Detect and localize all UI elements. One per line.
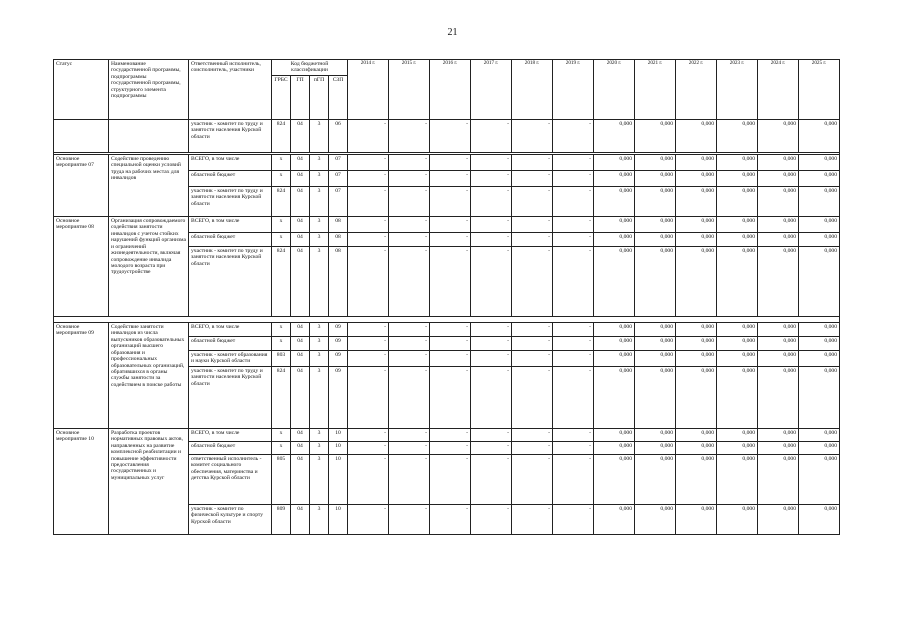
year-value-cell: 0,000	[594, 233, 635, 247]
year-value-cell: -	[389, 171, 430, 187]
year-value-cell: -	[389, 247, 430, 317]
year-value-cell: -	[430, 337, 471, 351]
year-value-cell: 0,000	[758, 441, 799, 454]
year-value-cell: -	[512, 217, 553, 233]
szp-cell: 07	[329, 155, 348, 171]
year-value-cell: 0,000	[717, 217, 758, 233]
szp-cell: 10	[329, 504, 348, 534]
year-value-cell: 0,000	[717, 441, 758, 454]
year-value-cell: -	[430, 366, 471, 428]
year-value-cell: 0,000	[758, 217, 799, 233]
grbs-cell: 824	[272, 187, 291, 217]
year-value-cell: 0,000	[758, 120, 799, 153]
year-value-cell: 0,000	[799, 155, 840, 171]
year-value-cell: 0,000	[717, 504, 758, 534]
header-code: СЗП	[329, 76, 348, 120]
name-cell	[109, 120, 189, 153]
pgp-cell: 3	[310, 155, 329, 171]
status-cell	[54, 120, 109, 153]
year-value-cell: -	[348, 155, 389, 171]
year-value-cell: -	[471, 120, 512, 153]
year-value-cell: -	[471, 171, 512, 187]
year-value-cell: -	[389, 120, 430, 153]
year-value-cell: -	[553, 366, 594, 428]
year-value-cell: -	[348, 323, 389, 337]
status-cell: Основное мероприятие 08	[54, 217, 109, 317]
grbs-cell: 809	[272, 504, 291, 534]
header-code: пГП	[310, 76, 329, 120]
gp-cell: 04	[291, 323, 310, 337]
year-value-cell: -	[389, 323, 430, 337]
year-value-cell: 0,000	[635, 454, 676, 504]
year-value-cell: -	[430, 155, 471, 171]
year-value-cell: 0,000	[676, 217, 717, 233]
year-value-cell: -	[553, 233, 594, 247]
grbs-cell: 805	[272, 454, 291, 504]
header-executor: Ответственный исполнитель, соисполнитель, участники	[189, 60, 272, 120]
year-value-cell: 0,000	[635, 337, 676, 351]
year-value-cell: 0,000	[799, 454, 840, 504]
executor-cell: ВСЕГО, в том числе	[189, 155, 272, 171]
grbs-cell: х	[272, 337, 291, 351]
executor-cell: участник - комитет по физической культуре и спорту Курской области	[189, 504, 272, 534]
year-value-cell: -	[430, 187, 471, 217]
year-value-cell: -	[389, 351, 430, 367]
executor-cell: ответственный исполнитель - комитет социального обеспечения, материнства и детства Курской области	[189, 454, 272, 504]
szp-cell: 07	[329, 187, 348, 217]
table-row	[54, 323, 840, 337]
status-cell: Основное мероприятие 09	[54, 323, 109, 429]
year-value-cell: -	[553, 428, 594, 441]
year-value-cell: -	[430, 323, 471, 337]
status-cell: Основное мероприятие 07	[54, 155, 109, 217]
executor-cell: ВСЕГО, в том числе	[189, 428, 272, 441]
year-value-cell: 0,000	[717, 454, 758, 504]
year-value-cell: -	[348, 247, 389, 317]
szp-cell: 08	[329, 217, 348, 233]
executor-cell: ВСЕГО, в том числе	[189, 323, 272, 337]
year-value-cell: 0,000	[717, 366, 758, 428]
budget-table	[53, 59, 840, 535]
year-value-cell: 0,000	[799, 428, 840, 441]
year-value-cell: 0,000	[635, 120, 676, 153]
year-value-cell: 0,000	[758, 504, 799, 534]
year-value-cell: -	[348, 337, 389, 351]
year-value-cell: -	[389, 428, 430, 441]
year-value-cell: 0,000	[758, 337, 799, 351]
year-value-cell: 0,000	[594, 155, 635, 171]
gp-cell: 04	[291, 428, 310, 441]
year-value-cell: -	[471, 247, 512, 317]
year-value-cell: 0,000	[758, 187, 799, 217]
year-value-cell: 0,000	[799, 504, 840, 534]
year-value-cell: -	[389, 366, 430, 428]
year-value-cell: -	[389, 187, 430, 217]
pgp-cell: 3	[310, 233, 329, 247]
year-value-cell: 0,000	[635, 428, 676, 441]
year-value-cell: 0,000	[635, 247, 676, 317]
year-value-cell: -	[553, 441, 594, 454]
year-value-cell: 0,000	[594, 454, 635, 504]
year-value-cell: -	[471, 441, 512, 454]
grbs-cell: х	[272, 171, 291, 187]
year-value-cell: 0,000	[758, 454, 799, 504]
page-number: 21	[447, 27, 458, 38]
year-value-cell: 0,000	[717, 247, 758, 317]
grbs-cell: 824	[272, 120, 291, 153]
year-value-cell: 0,000	[594, 323, 635, 337]
year-value-cell: -	[512, 454, 553, 504]
gp-cell: 04	[291, 155, 310, 171]
year-value-cell: 0,000	[717, 187, 758, 217]
year-value-cell: 0,000	[717, 120, 758, 153]
year-value-cell: -	[389, 337, 430, 351]
year-value-cell: -	[471, 323, 512, 337]
year-value-cell: -	[348, 171, 389, 187]
year-value-cell: 0,000	[594, 351, 635, 367]
executor-cell: участник - комитет образования и науки Курской области	[189, 351, 272, 367]
header-year: 2014 г.	[348, 60, 389, 120]
grbs-cell: 824	[272, 247, 291, 317]
year-value-cell: 0,000	[717, 155, 758, 171]
header-year: 2018 г.	[512, 60, 553, 120]
szp-cell: 09	[329, 351, 348, 367]
year-value-cell: -	[389, 233, 430, 247]
year-value-cell: -	[471, 351, 512, 367]
year-value-cell: -	[348, 120, 389, 153]
year-value-cell: 0,000	[635, 366, 676, 428]
pgp-cell: 3	[310, 428, 329, 441]
year-value-cell: -	[553, 217, 594, 233]
gp-cell: 04	[291, 171, 310, 187]
table-row	[54, 428, 840, 441]
year-value-cell: -	[553, 454, 594, 504]
year-value-cell: -	[512, 323, 553, 337]
year-value-cell: 0,000	[799, 120, 840, 153]
year-value-cell: -	[553, 187, 594, 217]
pgp-cell: 3	[310, 323, 329, 337]
year-value-cell: -	[553, 504, 594, 534]
grbs-cell: х	[272, 428, 291, 441]
year-value-cell: 0,000	[635, 441, 676, 454]
szp-cell: 07	[329, 171, 348, 187]
executor-cell: областной бюджет	[189, 171, 272, 187]
year-value-cell: 0,000	[717, 428, 758, 441]
year-value-cell: -	[430, 441, 471, 454]
grbs-cell: 803	[272, 351, 291, 367]
year-value-cell: 0,000	[635, 187, 676, 217]
year-value-cell: 0,000	[758, 428, 799, 441]
year-value-cell: -	[348, 187, 389, 217]
executor-cell: областной бюджет	[189, 337, 272, 351]
year-value-cell: 0,000	[594, 171, 635, 187]
executor-cell: участник - комитет по труду и занятости населения Курской области	[189, 187, 272, 217]
szp-cell: 10	[329, 428, 348, 441]
header-year: 2025 г.	[799, 60, 840, 120]
gp-cell: 04	[291, 454, 310, 504]
pgp-cell: 3	[310, 441, 329, 454]
year-value-cell: -	[348, 351, 389, 367]
gp-cell: 04	[291, 337, 310, 351]
grbs-cell: х	[272, 323, 291, 337]
year-value-cell: 0,000	[799, 217, 840, 233]
year-value-cell: -	[471, 337, 512, 351]
year-value-cell: 0,000	[758, 366, 799, 428]
pgp-cell: 3	[310, 187, 329, 217]
year-value-cell: 0,000	[676, 187, 717, 217]
table-row	[54, 155, 840, 171]
year-value-cell: 0,000	[676, 233, 717, 247]
year-value-cell: -	[471, 187, 512, 217]
pgp-cell: 3	[310, 504, 329, 534]
year-value-cell: -	[471, 428, 512, 441]
grbs-cell: х	[272, 217, 291, 233]
szp-cell: 09	[329, 366, 348, 428]
year-value-cell: 0,000	[717, 171, 758, 187]
pgp-cell: 3	[310, 337, 329, 351]
table-row	[54, 217, 840, 233]
year-value-cell: 0,000	[717, 323, 758, 337]
year-value-cell: 0,000	[799, 187, 840, 217]
year-value-cell: -	[430, 233, 471, 247]
year-value-cell: -	[512, 337, 553, 351]
year-value-cell: 0,000	[717, 351, 758, 367]
year-value-cell: 0,000	[676, 454, 717, 504]
year-value-cell: -	[512, 120, 553, 153]
year-value-cell: -	[512, 351, 553, 367]
year-value-cell: -	[553, 323, 594, 337]
header-code-title: Код бюджетной классификации	[272, 60, 348, 76]
year-value-cell: -	[553, 337, 594, 351]
header-code: ГП	[291, 76, 310, 120]
year-value-cell: -	[512, 366, 553, 428]
year-value-cell: -	[512, 187, 553, 217]
year-value-cell: 0,000	[676, 428, 717, 441]
year-value-cell: 0,000	[594, 120, 635, 153]
pgp-cell: 3	[310, 351, 329, 367]
gp-cell: 04	[291, 351, 310, 367]
year-value-cell: 0,000	[799, 233, 840, 247]
year-value-cell: -	[348, 366, 389, 428]
year-value-cell: 0,000	[594, 366, 635, 428]
szp-cell: 09	[329, 337, 348, 351]
year-value-cell: -	[389, 454, 430, 504]
year-value-cell: 0,000	[717, 337, 758, 351]
year-value-cell: -	[512, 441, 553, 454]
year-value-cell: -	[430, 120, 471, 153]
year-value-cell: -	[348, 428, 389, 441]
grbs-cell: х	[272, 233, 291, 247]
name-cell: Организация сопровождаемого содействия занятости инвалидов с учетом стойких нарушений функций организма и ограничений жизнедеятельности, включая сопровождение инвалида молодого возраста при трудоустройстве	[109, 217, 189, 317]
header-year: 2019 г.	[553, 60, 594, 120]
grbs-cell: 824	[272, 366, 291, 428]
pgp-cell: 3	[310, 247, 329, 317]
year-value-cell: -	[389, 155, 430, 171]
gp-cell: 04	[291, 217, 310, 233]
header-year: 2015 г.	[389, 60, 430, 120]
year-value-cell: 0,000	[594, 504, 635, 534]
year-value-cell: -	[389, 217, 430, 233]
pgp-cell: 3	[310, 217, 329, 233]
gp-cell: 04	[291, 247, 310, 317]
year-value-cell: -	[512, 171, 553, 187]
year-value-cell: 0,000	[799, 323, 840, 337]
szp-cell: 10	[329, 454, 348, 504]
year-value-cell: 0,000	[676, 366, 717, 428]
year-value-cell: -	[430, 454, 471, 504]
year-value-cell: 0,000	[676, 337, 717, 351]
year-value-cell: -	[348, 454, 389, 504]
year-value-cell: 0,000	[758, 171, 799, 187]
gp-cell: 04	[291, 504, 310, 534]
year-value-cell: 0,000	[635, 155, 676, 171]
pgp-cell: 3	[310, 366, 329, 428]
executor-cell: участник - комитет по труду и занятости населения Курской области	[189, 366, 272, 428]
executor-cell: ВСЕГО, в том числе	[189, 217, 272, 233]
header-year: 2017 г.	[471, 60, 512, 120]
year-value-cell: 0,000	[676, 441, 717, 454]
year-value-cell: -	[389, 441, 430, 454]
year-value-cell: 0,000	[594, 441, 635, 454]
year-value-cell: 0,000	[758, 233, 799, 247]
year-value-cell: -	[348, 441, 389, 454]
table-row	[54, 120, 840, 153]
year-value-cell: -	[348, 504, 389, 534]
header-status: Статус	[54, 60, 109, 120]
year-value-cell: 0,000	[799, 247, 840, 317]
header-name: Наименование государственной программы, подпрограммы государственной программы, структурного элемента подпрограммы	[109, 60, 189, 120]
szp-cell: 06	[329, 120, 348, 153]
year-value-cell: -	[553, 120, 594, 153]
year-value-cell: 0,000	[676, 247, 717, 317]
pgp-cell: 3	[310, 454, 329, 504]
szp-cell: 08	[329, 233, 348, 247]
header-year: 2020 г.	[594, 60, 635, 120]
gp-cell: 04	[291, 366, 310, 428]
year-value-cell: -	[471, 366, 512, 428]
year-value-cell: -	[471, 504, 512, 534]
year-value-cell: 0,000	[758, 351, 799, 367]
header-year: 2016 г.	[430, 60, 471, 120]
year-value-cell: 0,000	[594, 217, 635, 233]
year-value-cell: 0,000	[635, 217, 676, 233]
szp-cell: 09	[329, 323, 348, 337]
executor-cell: участник - комитет по труду и занятости населения Курской области	[189, 247, 272, 317]
gp-cell: 04	[291, 441, 310, 454]
year-value-cell: -	[430, 247, 471, 317]
year-value-cell: 0,000	[799, 337, 840, 351]
gp-cell: 04	[291, 187, 310, 217]
year-value-cell: 0,000	[758, 155, 799, 171]
szp-cell: 10	[329, 441, 348, 454]
grbs-cell: х	[272, 155, 291, 171]
header-year: 2021 г.	[635, 60, 676, 120]
gp-cell: 04	[291, 120, 310, 153]
year-value-cell: -	[553, 351, 594, 367]
year-value-cell: 0,000	[676, 504, 717, 534]
year-value-cell: -	[430, 504, 471, 534]
year-value-cell: -	[512, 247, 553, 317]
year-value-cell: -	[471, 233, 512, 247]
status-cell: Основное мероприятие 10	[54, 428, 109, 534]
header-code: ГРБС	[272, 76, 291, 120]
name-cell: Разработка проектов нормативных правовых актов, направленных на развитие комплексной реабилитации и повышение эффективности предоставления государственных и муниципальных услуг	[109, 428, 189, 534]
table-body	[54, 120, 840, 535]
header-year: 2024 г.	[758, 60, 799, 120]
year-value-cell: -	[553, 171, 594, 187]
year-value-cell: -	[430, 217, 471, 233]
year-value-cell: -	[553, 155, 594, 171]
year-value-cell: -	[512, 428, 553, 441]
year-value-cell: 0,000	[635, 351, 676, 367]
year-value-cell: -	[512, 233, 553, 247]
year-value-cell: 0,000	[594, 247, 635, 317]
year-value-cell: -	[348, 217, 389, 233]
year-value-cell: 0,000	[676, 171, 717, 187]
year-value-cell: -	[471, 155, 512, 171]
year-value-cell: -	[430, 351, 471, 367]
year-value-cell: 0,000	[799, 366, 840, 428]
executor-cell: областной бюджет	[189, 233, 272, 247]
szp-cell: 08	[329, 247, 348, 317]
year-value-cell: 0,000	[676, 351, 717, 367]
year-value-cell: 0,000	[676, 155, 717, 171]
year-value-cell: 0,000	[594, 337, 635, 351]
year-value-cell: 0,000	[717, 233, 758, 247]
year-value-cell: 0,000	[676, 120, 717, 153]
year-value-cell: -	[348, 233, 389, 247]
year-value-cell: 0,000	[635, 171, 676, 187]
year-value-cell: 0,000	[799, 441, 840, 454]
year-value-cell: 0,000	[635, 504, 676, 534]
year-value-cell: -	[512, 155, 553, 171]
year-value-cell: -	[389, 504, 430, 534]
executor-cell: областной бюджет	[189, 441, 272, 454]
name-cell: Содействие проведению специальной оценки условий труда на рабочих местах для инвалидов	[109, 155, 189, 217]
year-value-cell: -	[553, 247, 594, 317]
year-value-cell: -	[430, 171, 471, 187]
executor-cell: участник - комитет по труду и занятости населения Курской области	[189, 120, 272, 153]
year-value-cell: 0,000	[758, 323, 799, 337]
year-value-cell: -	[512, 504, 553, 534]
year-value-cell: 0,000	[594, 428, 635, 441]
year-value-cell: -	[430, 428, 471, 441]
header-year: 2023 г.	[717, 60, 758, 120]
pgp-cell: 3	[310, 120, 329, 153]
gp-cell: 04	[291, 233, 310, 247]
year-value-cell: 0,000	[799, 171, 840, 187]
year-value-cell: 0,000	[758, 247, 799, 317]
year-value-cell: 0,000	[635, 233, 676, 247]
year-value-cell: 0,000	[594, 187, 635, 217]
year-value-cell: -	[471, 454, 512, 504]
year-value-cell: 0,000	[635, 323, 676, 337]
name-cell: Содействие занятости инвалидов из числа выпускников образовательных организаций высшего образования и профессиональных образовательных организаций, обратившихся в органы службы занятости за содействием в поиске работы	[109, 323, 189, 429]
grbs-cell: х	[272, 441, 291, 454]
pgp-cell: 3	[310, 171, 329, 187]
header-year: 2022 г.	[676, 60, 717, 120]
year-value-cell: 0,000	[799, 351, 840, 367]
year-value-cell: -	[471, 217, 512, 233]
year-value-cell: 0,000	[676, 323, 717, 337]
